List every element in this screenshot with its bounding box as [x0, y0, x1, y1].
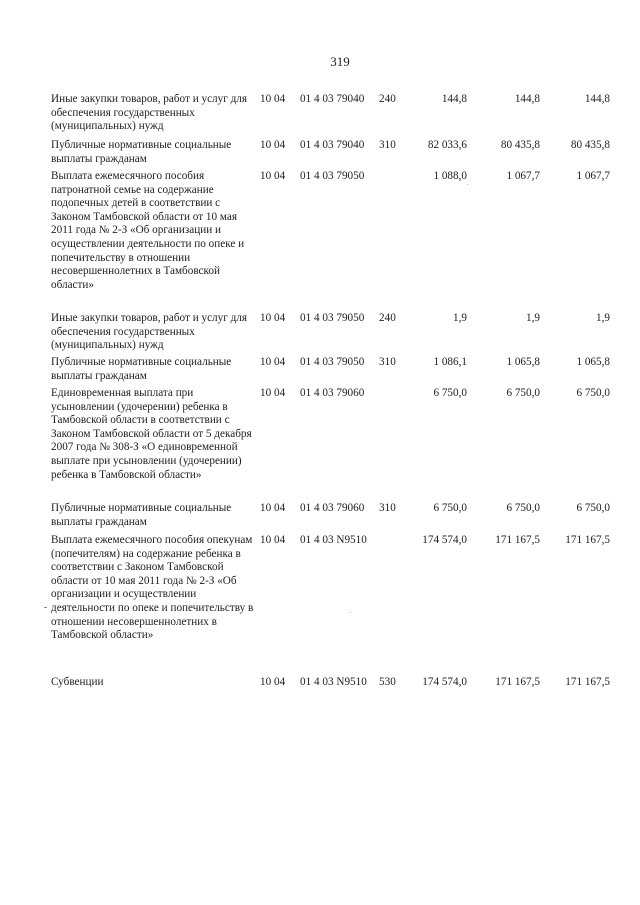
row-section-code: 10 04 — [260, 387, 286, 399]
row-target-article: 01 4 03 79050 — [300, 312, 365, 324]
row-name: Выплата ежемесячного пособия опекунам (попечителям) на содержание ребенка в соответствии с Законом Тамбовской области от 10 мая 2011 года № 2-З «Об организации и осуществлении деятельности по опеке и попечительству в отношении несовершеннолетних в Тамбовской области» — [51, 534, 254, 642]
row-section-code: 10 04 — [260, 356, 286, 368]
row-amount-2: 6 750,0 — [506, 387, 540, 399]
row-section-code: 10 04 — [260, 93, 286, 105]
row-section-code: 10 04 — [260, 312, 286, 324]
scan-mark — [44, 607, 47, 608]
row-expense-type: 310 — [379, 502, 396, 514]
row-amount-1: 82 033,6 — [427, 139, 467, 151]
row-name: Публичные нормативные социальные выплаты гражданам — [51, 356, 232, 382]
row-amount-2: 6 750,0 — [506, 502, 540, 514]
row-amount-2: 171 167,5 — [495, 676, 540, 688]
row-amount-1: 6 750,0 — [433, 502, 467, 514]
row-target-article: 01 4 03 79060 — [300, 502, 365, 514]
row-target-article: 01 4 03 79050 — [300, 356, 365, 368]
row-amount-2: 1,9 — [526, 312, 540, 324]
row-amount-2: 171 167,5 — [495, 534, 540, 546]
row-name: Субвенции — [51, 676, 104, 688]
row-target-article: 01 4 03 79040 — [300, 93, 365, 105]
row-expense-type: 530 — [379, 676, 396, 688]
row-target-article: 01 4 03 N9510 — [300, 676, 367, 688]
row-amount-3: 1 065,8 — [576, 356, 610, 368]
scan-dot — [467, 184, 468, 185]
row-name: Единовременная выплата при усыновлении (удочерении) ребенка в Тамбовской области в соответствии с Законом Тамбовской области от 5 декабря 2007 года № 308-З «О единовременной выплате при усыновлении (удочерении) ребенка в Тамбовской области» — [51, 387, 252, 481]
row-amount-3: 171 167,5 — [565, 534, 610, 546]
row-name: Иные закупки товаров, работ и услуг для обеспечения государственных (муниципальных) нужд — [51, 312, 248, 352]
row-amount-1: 144,8 — [441, 93, 467, 105]
row-expense-type: 310 — [379, 356, 396, 368]
row-section-code: 10 04 — [260, 170, 286, 182]
row-amount-2: 1 067,7 — [506, 170, 540, 182]
row-amount-2: 144,8 — [514, 93, 540, 105]
row-amount-3: 6 750,0 — [576, 387, 610, 399]
row-amount-3: 144,8 — [584, 93, 610, 105]
row-amount-1: 174 574,0 — [422, 534, 467, 546]
row-section-code: 10 04 — [260, 139, 286, 151]
row-expense-type: 310 — [379, 139, 396, 151]
row-amount-2: 80 435,8 — [500, 139, 540, 151]
row-amount-2: 1 065,8 — [506, 356, 540, 368]
row-target-article: 01 4 03 79060 — [300, 387, 365, 399]
row-section-code: 10 04 — [260, 676, 286, 688]
row-target-article: 01 4 03 N9510 — [300, 534, 367, 546]
row-name: Публичные нормативные социальные выплаты гражданам — [51, 502, 232, 528]
row-amount-3: 80 435,8 — [570, 139, 610, 151]
row-amount-1: 6 750,0 — [433, 387, 467, 399]
row-section-code: 10 04 — [260, 502, 286, 514]
row-expense-type: 240 — [379, 93, 396, 105]
row-name: Иные закупки товаров, работ и услуг для обеспечения государственных (муниципальных) нужд — [51, 93, 248, 133]
row-section-code: 10 04 — [260, 534, 286, 546]
row-amount-1: 174 574,0 — [422, 676, 467, 688]
row-expense-type: 240 — [379, 312, 396, 324]
row-amount-1: 1,9 — [453, 312, 467, 324]
row-amount-3: 1,9 — [596, 312, 610, 324]
row-amount-3: 171 167,5 — [565, 676, 610, 688]
row-target-article: 01 4 03 79050 — [300, 170, 365, 182]
row-name: Публичные нормативные социальные выплаты гражданам — [51, 139, 232, 165]
row-amount-1: 1 088,0 — [433, 170, 467, 182]
row-amount-1: 1 086,1 — [433, 356, 467, 368]
row-name: Выплата ежемесячного пособия патронатной семье на содержание подопечных детей в соответствии с Законом Тамбовской области от 10 мая 2011 года № 2-З «Об организации и осуществлении деятельности по опеке и попечительству в отношении несовершеннолетних в Тамбовской области» — [51, 170, 245, 291]
scan-dot — [350, 612, 351, 613]
page-number: 319 — [330, 54, 350, 69]
row-amount-3: 1 067,7 — [576, 170, 610, 182]
row-target-article: 01 4 03 79040 — [300, 139, 365, 151]
row-amount-3: 6 750,0 — [576, 502, 610, 514]
